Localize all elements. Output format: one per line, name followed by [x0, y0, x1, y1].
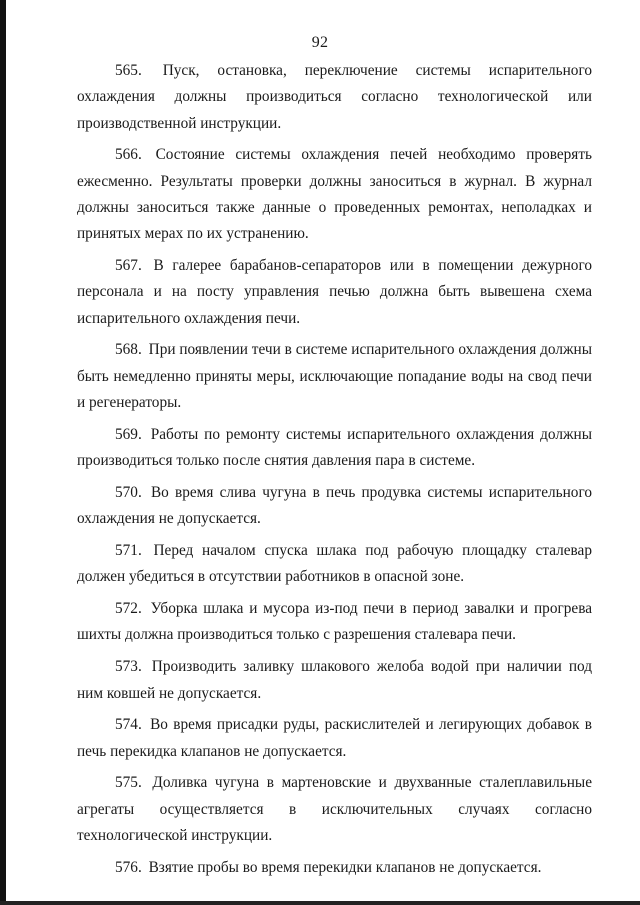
document-body: [77, 58, 592, 887]
paragraph-number: 568.: [115, 341, 142, 359]
paragraph-571: [77, 538, 592, 591]
paragraph-573: [77, 654, 592, 707]
scan-edge-left: [0, 0, 6, 905]
paragraph-number: 573.: [115, 658, 142, 676]
paragraph-number: 566.: [115, 146, 142, 164]
paragraph-569: [77, 422, 592, 475]
paragraph-text: Пуск, остановка, переключение системы испарительного охлаждения должны производиться согласно технологической или производственной инструкции.: [77, 62, 592, 132]
paragraph-text: Во время слива чугуна в печь продувка системы испарительного охлаждения не допускается.: [77, 483, 592, 528]
paragraph-576: [77, 855, 592, 881]
paragraph-572: [77, 596, 592, 649]
paragraph-number: 570.: [115, 483, 142, 501]
paragraph-number: 575.: [115, 774, 142, 792]
paragraph-566: [77, 142, 592, 247]
paragraph-text: При появлении течи в системе испарительного охлаждения должны быть немедленно приняты меры, исключающие попадание воды на свод печи и регенераторы.: [77, 341, 593, 412]
paragraph-570: [77, 480, 592, 533]
paragraph-text: В галерее барабанов-сепараторов или в помещении дежурного персонала и на посту управления печью должна быть вывешена схема испарительного охлаждения печи.: [77, 257, 592, 327]
paragraph-number: 576.: [115, 858, 142, 876]
paragraph-number: 567.: [115, 257, 142, 275]
paragraph-567: [77, 253, 592, 332]
paragraph-text: Во время присадки руды, раскислителей и легирующих добавок в печь перекидка клапанов не допускается.: [77, 716, 592, 760]
paragraph-text: Взятие пробы во время перекидки клапанов не допускается.: [148, 858, 542, 876]
paragraph-575: [77, 770, 592, 849]
paragraph-text: Доливка чугуна в мартеновские и двухванные сталеплавильные агрегаты осуществляется в исключительных случаях согласно технологической инструкции.: [77, 774, 592, 845]
scan-edge-bottom: [0, 901, 640, 905]
paragraph-text: Работы по ремонту системы испарительного охлаждения должны производиться только после снятия давления пара в системе.: [77, 425, 592, 470]
paragraph-text: Состояние системы охлаждения печей необходимо проверять ежесменно. Результаты проверки должны заноситься в журнал. В журнал должны заноситься также данные о проведенных ремонтах, неполадках и принятых мерах по их устранению.: [77, 146, 592, 243]
paragraph-568: [77, 337, 592, 416]
paragraph-text: Уборка шлака и мусора из-под печи в период завалки и прогрева шихты должна производиться только с разрешения сталевара печи.: [77, 600, 593, 644]
paragraph-text: Производить заливку шлакового желоба водой при наличии под ним ковшей не допускается.: [77, 658, 592, 702]
paragraph-number: 565.: [115, 62, 142, 79]
page-number: 92: [311, 34, 329, 51]
paragraph-number: 572.: [115, 600, 142, 618]
paragraph-565: [77, 58, 592, 137]
paragraph-number: 574.: [115, 716, 142, 734]
paragraph-text: Перед началом спуска шлака под рабочую площадку сталевар должен убедиться в отсутствии работников в опасной зоне.: [77, 542, 592, 586]
paragraph-574: [77, 712, 592, 765]
paragraph-number: 571.: [115, 542, 142, 560]
paragraph-number: 569.: [115, 425, 142, 443]
